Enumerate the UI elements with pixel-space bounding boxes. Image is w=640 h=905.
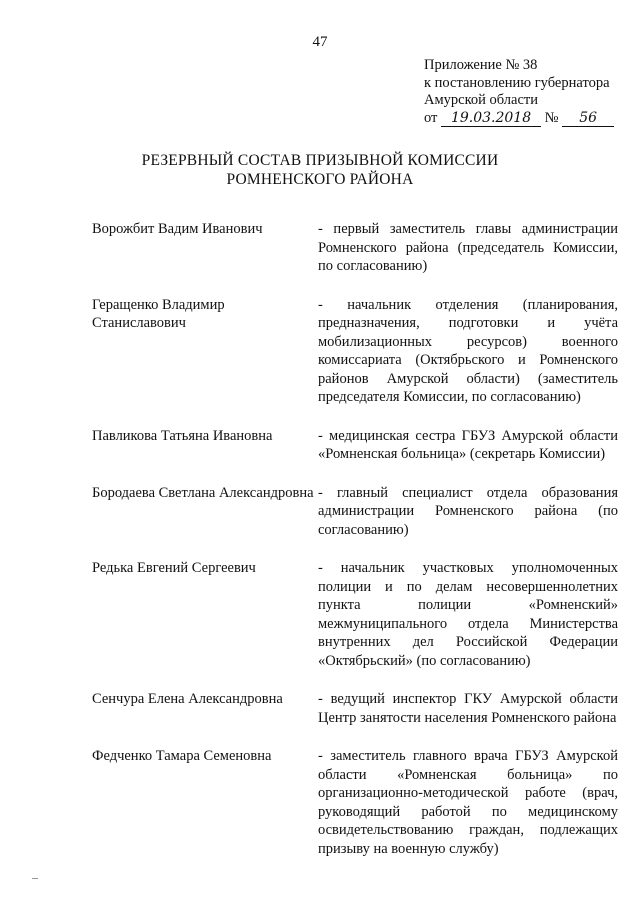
member-name: Сенчура Елена Александровна	[92, 691, 283, 707]
appendix-line-1: Приложение № 38	[424, 57, 538, 73]
title-line-1: РЕЗЕРВНЫЙ СОСТАВ ПРИЗЫВНОЙ КОМИССИИ	[141, 152, 499, 169]
appendix-date-row	[424, 110, 624, 128]
page-number: 47	[312, 34, 328, 50]
member-role: - ведущий инспектор ГКУ Амурской области Центр занятости населения Ромненского района	[318, 691, 618, 726]
member-role: - заместитель главного врача ГБУЗ Амурской области «Ромненская больница» по организационно-методической работе (врач, руководящий работой по медицинскому освидетельствованию граждан, подлежащих призыву на военную службу)	[318, 748, 618, 857]
member-role: - начальник участковых уполномоченных полиции и по делам несовершеннолетних пункта полиции «Ромненский» межмуниципального отдела Министерства внутренних дел Российской Федерации «Октябрьский» (по согласованию)	[318, 560, 618, 669]
title-line-2: РОМНЕНСКОГО РАЙОНА	[226, 171, 414, 188]
member-name: Редька Евгений Сергеевич	[92, 560, 256, 576]
member-entry	[92, 296, 618, 407]
appendix-block	[424, 57, 624, 127]
member-name: Бородаева Светлана Александровна	[92, 484, 314, 501]
handwritten-date: 19.03.2018	[441, 111, 541, 127]
member-entry	[92, 220, 618, 276]
scan-edge-mark	[32, 878, 38, 879]
member-role: - первый заместитель главы администрации Ромненского района (председатель Комиссии, по согласованию)	[318, 221, 618, 274]
member-role: - главный специалист отдела образования администрации Ромненского района (по согласованию)	[318, 484, 618, 538]
member-entry	[92, 747, 618, 858]
member-role: - начальник отделения (планирования, предназначения, подготовки и учёта мобилизационных ресурсов) военного комиссариата (Октябрьского и Ромненского районов Амурской области) (заместитель председателя Комиссии, по согласованию)	[318, 296, 618, 405]
member-role: - медицинская сестра ГБУЗ Амурской области «Ромненская больница» (секретарь Комиссии)	[318, 427, 618, 462]
member-entry	[92, 484, 618, 540]
document-title	[0, 151, 640, 189]
member-name: Ворожбит Вадим Иванович	[92, 221, 263, 237]
member-name: Геращенко Владимир Станиславович	[92, 296, 225, 331]
appendix-line-2: к постановлению губернатора	[424, 74, 610, 91]
member-name: Федченко Тамара Семеновна	[92, 748, 272, 764]
date-prefix: от	[424, 109, 438, 126]
member-name: Павликова Татьяна Ивановна	[92, 427, 273, 444]
member-entry	[92, 559, 618, 670]
members-list	[92, 220, 618, 878]
handwritten-number: 56	[562, 111, 614, 127]
appendix-line-3: Амурской области	[424, 92, 538, 108]
member-entry	[92, 690, 618, 727]
member-entry	[92, 427, 618, 464]
number-prefix: №	[544, 109, 559, 126]
